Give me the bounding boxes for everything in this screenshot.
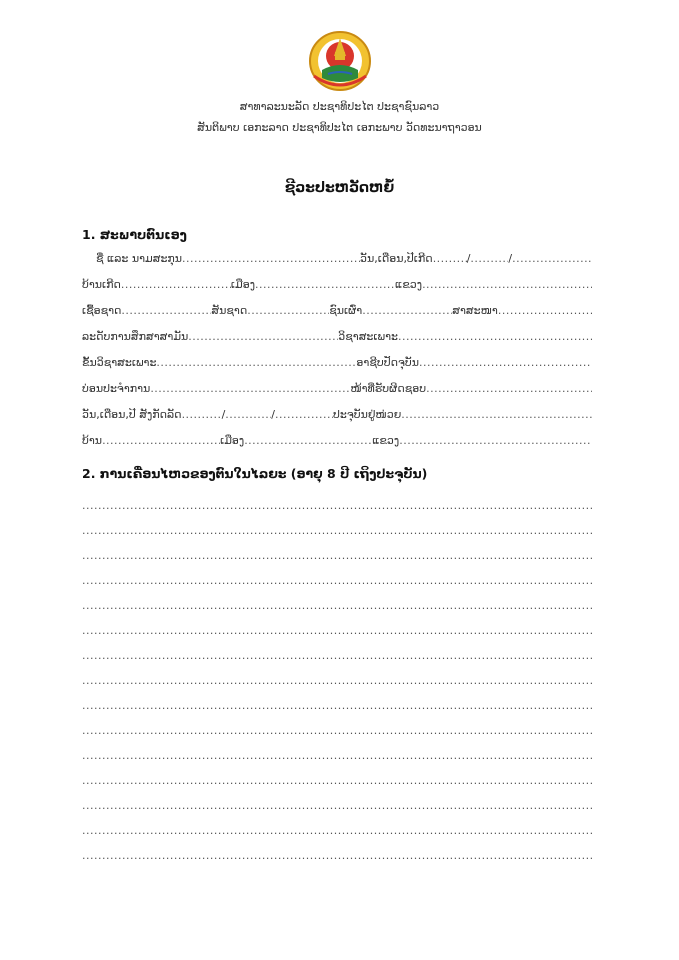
label-ethnic-group: ຊົນເຜົ່າ [329, 304, 363, 317]
field-responsibility[interactable] [426, 382, 592, 395]
national-emblem [304, 30, 376, 92]
label-province: ແຂວງ [372, 434, 400, 447]
label-village: ບ້ານ [82, 434, 103, 447]
field-birth-month[interactable] [470, 252, 508, 265]
label-general-education: ລະດັບການສຶກສາສາມັນ [82, 330, 189, 343]
header-country: ສາທາລະນະລັດ ປະຊາທິປະໄຕ ປະຊາຊົນລາວ [239, 100, 440, 113]
label-race: ເຊື້ອຊາດ [82, 304, 122, 317]
label-full-name: ຊື່ ແລະ ນາມສະກຸນ [96, 252, 183, 265]
label-birth-province: ແຂວງ [395, 278, 423, 291]
label-religion: ສາສະໜາ [452, 304, 498, 317]
writing-line[interactable] [82, 499, 592, 511]
writing-line[interactable] [82, 674, 592, 686]
label-responsibility: ໜ້າທີ່ຮັບຜິດຊອບ [350, 382, 427, 395]
section-2-heading: 2. ການເຄື່ອນໄຫວຂອງຕົນໃນໄລຍະ (ອາຍຸ 8 ປີ ເຖິງປະຈຸບັນ) [82, 466, 428, 481]
writing-line[interactable] [82, 824, 592, 836]
field-current-occupation[interactable] [419, 356, 592, 369]
label-birth-district: ເມືອງ [230, 278, 256, 291]
label-current-unit: ປະຈຸບັນຢູ່ໜ່ວຍ [333, 408, 402, 421]
field-full-name[interactable] [182, 252, 360, 265]
form-row-name: ຊື່ ແລະ ນາມສະກຸນ ..... ວັນ,ເດືອນ,ປີເກີດ ..... / ..... / ..... [96, 252, 592, 270]
field-birth-village[interactable] [121, 278, 231, 291]
field-village[interactable] [102, 434, 220, 447]
form-row-address [82, 434, 592, 452]
field-service-year[interactable] [275, 408, 333, 421]
field-general-education[interactable] [188, 330, 338, 343]
page-title: ຊີວະປະຫວັດຫຍໍ້ [284, 180, 395, 196]
section-1-heading: 1. ສະພາບຕົນເອງ [82, 227, 187, 242]
label-district: ເມືອງ [220, 434, 245, 447]
field-birth-district[interactable] [255, 278, 395, 291]
form-row-service-date: ວັນ,ເດືອນ,ປີ ສັງກັດລັດ ..... / ..... / ..... ປະຈຸບັນຢູ່ໜ່ວຍ ..... [82, 408, 592, 426]
writing-line[interactable] [82, 524, 592, 536]
field-specialization-level[interactable] [156, 356, 356, 369]
field-current-unit[interactable] [401, 408, 592, 421]
writing-line[interactable] [82, 774, 592, 786]
label-specialization-level: ຂັ້ນວິຊາສະເພາະ [82, 356, 157, 369]
writing-line[interactable] [82, 724, 592, 736]
writing-line[interactable] [82, 699, 592, 711]
writing-line[interactable] [82, 649, 592, 661]
writing-line[interactable] [82, 549, 592, 561]
writing-line[interactable] [82, 799, 592, 811]
field-district[interactable] [244, 434, 372, 447]
writing-line[interactable] [82, 624, 592, 636]
field-nationality[interactable] [247, 304, 329, 317]
field-province[interactable] [399, 434, 592, 447]
form-row-ethnicity [82, 304, 592, 322]
field-service-day[interactable] [182, 408, 222, 421]
label-nationality: ສັນຊາດ [211, 304, 248, 317]
label-state-service-date: ວັນ,ເດືອນ,ປີ ສັງກັດລັດ [82, 408, 182, 421]
writing-line[interactable] [82, 849, 592, 861]
field-service-month[interactable] [225, 408, 271, 421]
writing-line[interactable] [82, 749, 592, 761]
field-specialization[interactable] [398, 330, 592, 343]
field-birth-year[interactable] [512, 252, 592, 265]
form-row-birthplace [82, 278, 592, 296]
label-workplace: ບ່ອນປະຈຳການ [82, 382, 151, 395]
form-row-education [82, 330, 592, 348]
label-birth-village: ບ້ານເກີດ [82, 278, 121, 291]
field-birth-province[interactable] [422, 278, 592, 291]
field-race[interactable] [121, 304, 211, 317]
writing-line[interactable] [82, 574, 592, 586]
writing-line[interactable] [82, 599, 592, 611]
header-motto: ສັນຕິພາບ ເອກະລາດ ປະຊາທິປະໄຕ ເອກະພາບ ວັດທະນາຖາວອນ [197, 121, 482, 134]
field-ethnic-group[interactable] [362, 304, 452, 317]
form-row-workplace [82, 382, 592, 400]
label-date-of-birth: ວັນ,ເດືອນ,ປີເກີດ [360, 252, 433, 265]
field-religion[interactable] [498, 304, 592, 317]
form-row-occupation [82, 356, 592, 374]
field-birth-day[interactable] [433, 252, 467, 265]
label-specialization: ວິຊາສະເພາະ [338, 330, 398, 343]
field-workplace[interactable] [150, 382, 350, 395]
label-current-occupation: ອາຊີບປັດຈຸບັນ [356, 356, 419, 369]
